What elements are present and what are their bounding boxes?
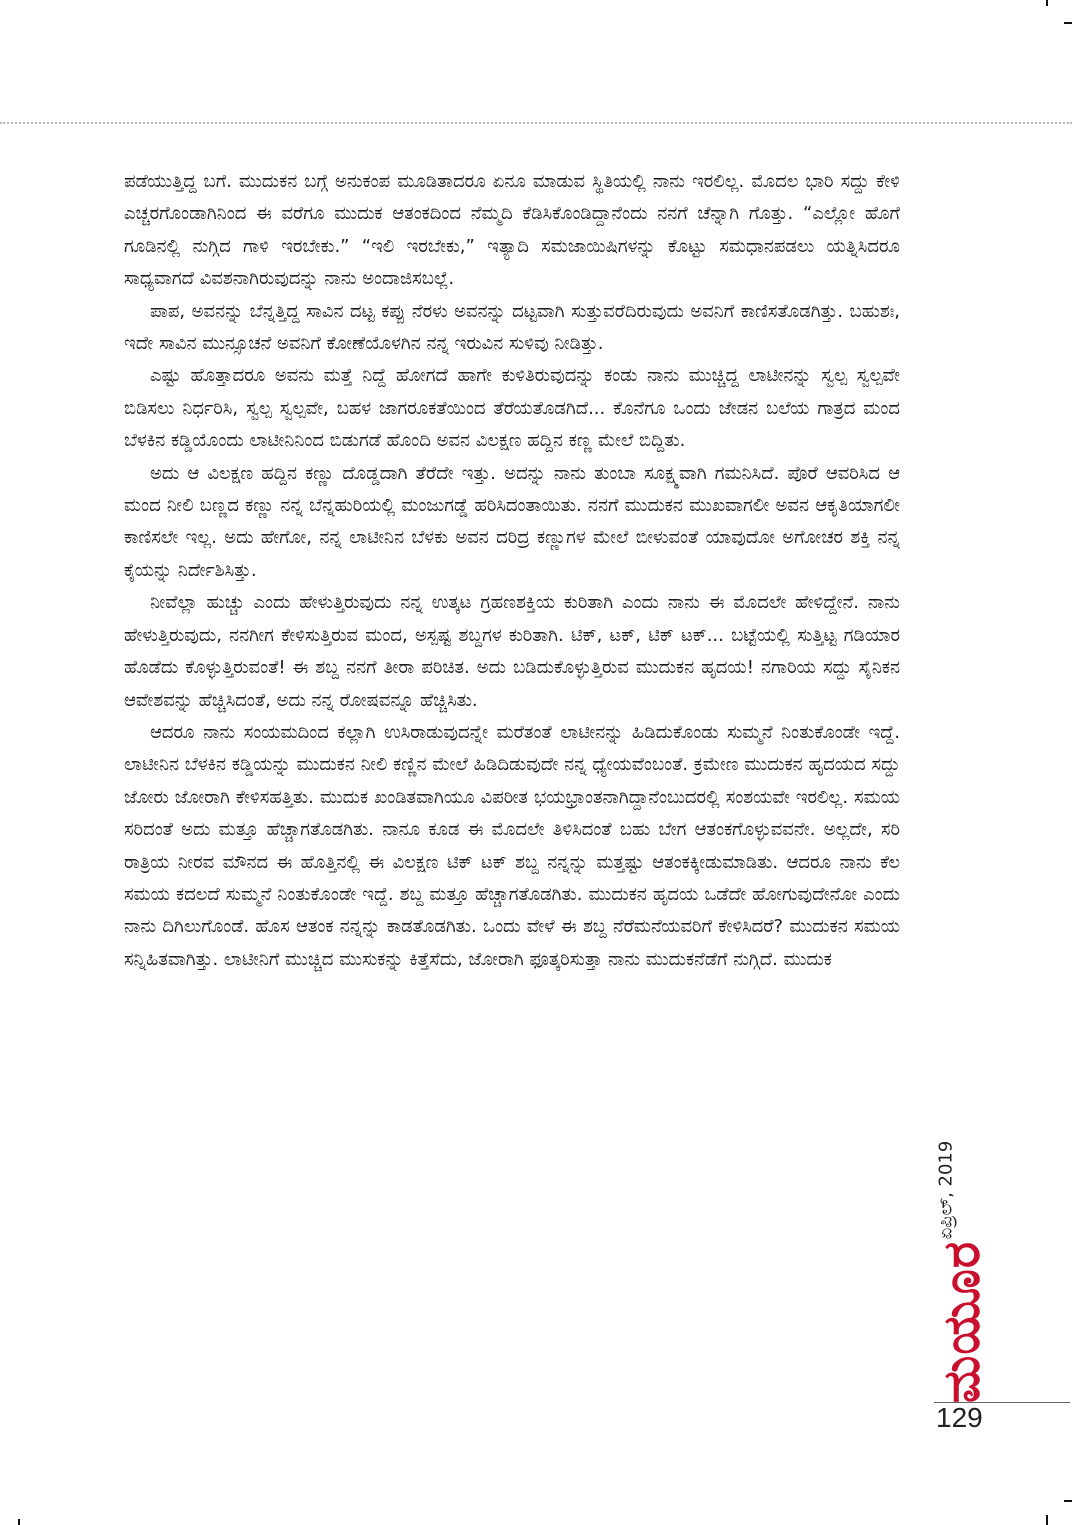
paragraph: ನೀವೆಲ್ಲಾ ಹುಚ್ಚು ಎಂದು ಹೇಳುತ್ತಿರುವುದು ನನ್ನ ಉತ್ಕಟ ಗ್ರಹಣಶಕ್ತಿಯ ಕುರಿತಾಗಿ ಎಂದು ನಾನು ಈ ಮೊದಲೇ ಹೇಳಿದ್ದೇನೆ. ನಾನು ಹೇಳುತ್ತಿರುವುದು, ನನಗೀಗ ಕೇಳಿಸುತ್ತಿರುವ ಮಂದ, ಅಸ್ಪಷ್ಟ ಶಬ್ದಗಳ ಕುರಿತಾಗಿ. ಟಿಕ್, ಟಕ್, ಟಿಕ್ ಟಕ್... ಬಟ್ಟೆಯಲ್ಲಿ ಸುತ್ತಿಟ್ಟ ಗಡಿಯಾರ ಹೊಡೆದು ಕೊಳ್ಳುತ್ತಿರುವಂತೆ! ಈ ಶಬ್ದ ನನಗೆ ತೀರಾ ಪರಿಚಿತ. ಅದು ಬಡಿದುಕೊಳ್ಳುತ್ತಿರುವ ಮುದುಕನ ಹೃದಯ! ನಗಾರಿಯ ಸದ್ದು ಸೈನಿಕನ ಆವೇಶವನ್ನು ಹೆಚ್ಚಿಸಿದಂತೆ, ಅದು ನನ್ನ ರೋಷವನ್ನೂ ಹೆಚ್ಚಿಸಿತು. bbox=[124, 592, 900, 711]
crop-mark-bottom-left bbox=[18, 1519, 20, 1525]
paragraph: ಆದರೂ ನಾನು ಸಂಯಮದಿಂದ ಕಲ್ಲಾಗಿ ಉಸಿರಾಡುವುದನ್ನೇ ಮರೆತಂತೆ ಲಾಟೀನನ್ನು ಹಿಡಿದುಕೊಂಡು ಸುಮ್ಮನೆ ನಿಂತುಕೊಂಡೇ ಇದ್ದೆ. ಲಾಟೀನಿನ ಬೆಳಕಿನ ಕಡ್ಡಿಯನ್ನು ಮುದುಕನ ನೀಲಿ ಕಣ್ಣಿನ ಮೇಲೆ ಹಿಡಿದಿಡುವುದೇ ನನ್ನ ಧ್ಯೇಯವೆಂಬಂತೆ. ಕ್ರಮೇಣ ಮುದುಕನ ಹೃದಯದ ಸದ್ದು ಜೋರು ಜೋರಾಗಿ ಕೇಳಿಸಹತ್ತಿತು. ಮುದುಕ ಖಂಡಿತವಾಗಿಯೂ ವಿಪರೀತ ಭಯಭ್ರಾಂತನಾಗಿದ್ದಾನೆಂಬುದರಲ್ಲಿ ಸಂಶಯವೇ ಇರಲಿಲ್ಲ. ಸಮಯ ಸರಿದಂತೆ ಅದು ಮತ್ತೂ ಹೆಚ್ಚಾಗತೊಡಗಿತು. ನಾನೂ ಕೂಡ ಈ ಮೊದಲೇ ತಿಳಿಸಿದಂತೆ ಬಹು ಬೇಗ ಆತಂಕಗೊಳ್ಳುವವನೇ. ಅಲ್ಲದೇ, ಸರಿ ರಾತ್ರಿಯ ನೀರವ ಮೌನದ ಈ ಹೊತ್ತಿನಲ್ಲಿ ಈ ವಿಲಕ್ಷಣ ಟಿಕ್ ಟಕ್ ಶಬ್ದ ನನ್ನನ್ನು ಮತ್ತಷ್ಟು ಆತಂಕಕ್ಕೀಡುಮಾಡಿತು. ಆದರೂ ನಾನು ಕೆಲ ಸಮಯ ಕದಲದೆ ಸುಮ್ಮನೆ ನಿಂತುಕೊಂಡೇ ಇದ್ದೆ. ಶಬ್ದ ಮತ್ತೂ ಹೆಚ್ಚಾಗತೊಡಗಿತು. ಮುದುಕನ ಹೃದಯ ಒಡೆದೇ ಹೋಗುವುದೇನೋ ಎಂದು ನಾನು ದಿಗಿಲುಗೊಂಡೆ. ಹೊಸ ಆತಂಕ ನನ್ನನ್ನು ಕಾಡತೊಡಗಿತು. ಒಂದು ವೇಳೆ ಈ ಶಬ್ದ ನೆರೆಮನೆಯವರಿಗೆ ಕೇಳಿಸಿದರೆ? ಮುದುಕನ ಸಮಯ ಸನ್ನಿಹಿತವಾಗಿತ್ತು. ಲಾಟೀನಿಗೆ ಮುಚ್ಚಿದ ಮುಸುಕನ್ನು ಕಿತ್ತೆಸೆದು, ಜೋರಾಗಿ ಫೂತ್ಕರಿಸುತ್ತಾ ನಾನು ಮುದುಕನೆಡೆಗೆ ನುಗ್ಗಿದೆ. ಮುದುಕ bbox=[124, 721, 900, 970]
crop-mark-right-top bbox=[1064, 22, 1072, 24]
crop-mark-top bbox=[1046, 0, 1048, 6]
paragraph: ಎಷ್ಟು ಹೊತ್ತಾದರೂ ಅವನು ಮತ್ತೆ ನಿದ್ದೆ ಹೋಗದೆ ಹಾಗೇ ಕುಳಿತಿರುವುದನ್ನು ಕಂಡು ನಾನು ಮುಚ್ಚಿದ್ದ ಲಾಟೀನನ್ನು ಸ್ವಲ್ಪ ಸ್ವಲ್ಪವೇ ಬಿಡಿಸಲು ನಿರ್ಧರಿಸಿ, ಸ್ವಲ್ಪ ಸ್ವಲ್ಪವೇ, ಬಹಳ ಜಾಗರೂಕತೆಯಿಂದ ತೆರೆಯತೊಡಗಿದೆ... ಕೊನೆಗೂ ಒಂದು ಜೇಡನ ಬಲೆಯ ಗಾತ್ರದ ಮಂದ ಬೆಳಕಿನ ಕಡ್ಡಿಯೊಂದು ಲಾಟೀನಿನಿಂದ ಬಿಡುಗಡೆ ಹೊಂದಿ ಅವನ ವಿಲಕ್ಷಣ ಹದ್ದಿನ ಕಣ್ಣ ಮೇಲೆ ಬಿದ್ದಿತು. bbox=[124, 365, 900, 452]
issue-date: ಏಪ್ರಿಲ್, 2019 bbox=[935, 1140, 957, 1240]
paragraph: ಪಾಪ, ಅವನನ್ನು ಬೆನ್ನತ್ತಿದ್ದ ಸಾವಿನ ದಟ್ಟ ಕಪ್ಪು ನೆರಳು ಅವನನ್ನು ದಟ್ಟವಾಗಿ ಸುತ್ತುವರೆದಿರುವುದು ಅವನಿಗೆ ಕಾಣಿಸತೊಡಗಿತ್ತು. ಬಹುಶಃ, ಇದೇ ಸಾವಿನ ಮುನ್ಸೂಚನೆ ಅವನಿಗೆ ಕೋಣೆಯೊಳಗಿನ ನನ್ನ ಇರುವಿನ ಸುಳಿವು ನೀಡಿತ್ತು. bbox=[124, 300, 900, 355]
paragraph: ಪಡೆಯುತ್ತಿದ್ದ ಬಗೆ. ಮುದುಕನ ಬಗ್ಗೆ ಅನುಕಂಪ ಮೂಡಿತಾದರೂ ಏನೂ ಮಾಡುವ ಸ್ಥಿತಿಯಲ್ಲಿ ನಾನು ಇರಲಿಲ್ಲ. ಮೊದಲ ಭಾರಿ ಸದ್ದು ಕೇಳಿ ಎಚ್ಚರಗೊಂಡಾಗಿನಿಂದ ಈ ವರೆಗೂ ಮುದುಕ ಆತಂಕದಿಂದ ನೆಮ್ಮದಿ ಕೆಡಿಸಿಕೊಂಡಿದ್ದಾನೆಂದು ನನಗೆ ಚೆನ್ನಾಗಿ ಗೊತ್ತು. “ಎಲ್ಲೋ ಹೊಗೆ ಗೂಡಿನಲ್ಲಿ ನುಗ್ಗಿದ ಗಾಳಿ ಇರಬೇಕು.” “ಇಲಿ ಇರಬೇಕು,” ಇತ್ಯಾದಿ ಸಮಜಾಯಿಷಿಗಳನ್ನು ಕೊಟ್ಟು ಸಮಧಾನಪಡಲು ಯತ್ನಿಸಿದರೂ ಸಾಧ್ಯವಾಗದೆ ವಿವಶನಾಗಿರುವುದನ್ನು ನಾನು ಅಂದಾಜಿಸಬಲ್ಲೆ. bbox=[124, 171, 900, 290]
magazine-logo: ಮಯೂರ bbox=[932, 1240, 991, 1404]
crop-mark-right-bottom bbox=[1064, 1500, 1072, 1502]
page-number: 129 bbox=[936, 1402, 983, 1433]
crop-mark-bottom-right bbox=[1046, 1515, 1048, 1525]
paragraph: ಅದು ಆ ವಿಲಕ್ಷಣ ಹದ್ದಿನ ಕಣ್ಣು ದೊಡ್ಡದಾಗಿ ತೆರೆದೇ ಇತ್ತು. ಅದನ್ನು ನಾನು ತುಂಬಾ ಸೂಕ್ಷ್ಮವಾಗಿ ಗಮನಿಸಿದೆ. ಪೊರೆ ಆವರಿಸಿದ ಆ ಮಂದ ನೀಲಿ ಬಣ್ಣದ ಕಣ್ಣು ನನ್ನ ಬೆನ್ನಹುರಿಯಲ್ಲಿ ಮಂಜುಗಡ್ಡೆ ಹರಿಸಿದಂತಾಯಿತು. ನನಗೆ ಮುದುಕನ ಮುಖವಾಗಲೀ ಅವನ ಆಕೃತಿಯಾಗಲೀ ಕಾಣಿಸಲೇ ಇಲ್ಲ. ಅದು ಹೇಗೋ, ನನ್ನ ಲಾಟೀನಿನ ಬೆಳಕು ಅವನ ದರಿದ್ರ ಕಣ್ಣುಗಳ ಮೇಲೆ ಬೀಳುವಂತೆ ಯಾವುದೋ ಅಗೋಚರ ಶಕ್ತಿ ನನ್ನ ಕೈಯನ್ನು ನಿರ್ದೇಶಿಸಿತ್ತು. bbox=[124, 462, 900, 581]
body-text bbox=[124, 166, 900, 976]
dotted-separator bbox=[0, 122, 1072, 124]
